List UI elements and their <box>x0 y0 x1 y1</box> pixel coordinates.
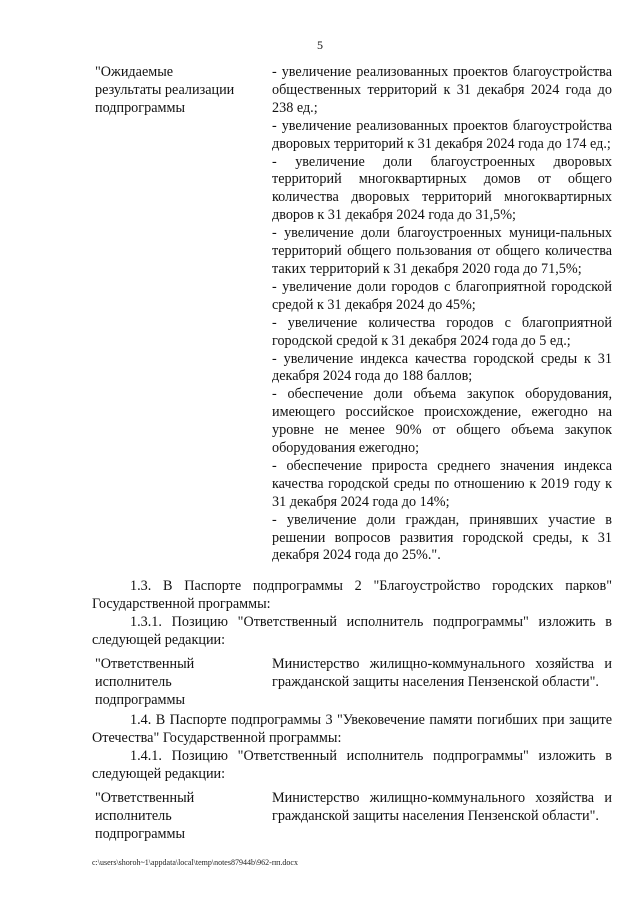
list-item: - увеличение доли граждан, принявших участие в решении вопросов развития городской среды, к 31 декабря 2024 года до 25%.". <box>272 511 612 564</box>
expected-results-list <box>272 64 612 565</box>
list-item: - увеличение доли благоустроенных муници-пальных территорий общего пользования от общего количества таких территорий к 31 декабря 2020 года до 71,5%; <box>272 225 612 277</box>
responsible-executor-value: Министерство жилищно-коммунального хозяйства и гражданской защиты населения Пензенской области". <box>272 790 612 824</box>
label-expected-results: "Ожидаемые результаты реализации подпрограммы <box>95 64 235 116</box>
list-item: - увеличение индекса качества городской среды к 31 декабря 2024 года до 188 баллов; <box>272 350 612 385</box>
paragraph-1-3: 1.3. В Паспорте подпрограммы 2 "Благоустройство городских парков" Государственной программы: <box>92 578 612 612</box>
paragraph-1-3-1: 1.3.1. Позицию "Ответственный исполнитель подпрограммы" изложить в следующей редакции: <box>92 614 612 648</box>
footer-file-path: c:\users\shoroh~1\appdata\local\temp\notes87944b\962-пп.docx <box>92 858 298 867</box>
page-number: 5 <box>317 38 323 52</box>
paragraph-1-4: 1.4. В Паспорте подпрограммы 3 "Увековечение памяти погибших при защите Отечества" Государственной программы: <box>92 712 612 746</box>
list-item: - увеличение реализованных проектов благоустройства общественных территорий к 31 декабря 2024 года до 238 ед.; <box>272 64 612 116</box>
paragraph-1-4-1: 1.4.1. Позицию "Ответственный исполнитель подпрограммы" изложить в следующей редакции: <box>92 748 612 782</box>
list-item: - увеличение реализованных проектов благоустройства дворовых территорий к 31 декабря 2024 года до 174 ед.; <box>272 117 612 152</box>
label-responsible-executor: "Ответственный исполнитель подпрограммы <box>95 656 195 708</box>
list-item: - обеспечение доли объема закупок оборудования, имеющего российское происхождение, ежегодно на уровне не менее 90% от общего объема закупок оборудования ежегодно; <box>272 386 612 457</box>
list-item: - увеличение доли благоустроенных дворовых территорий многоквартирных домов от общего количества дворовых территорий многоквартирных дворов к 31 декабря 2024 года до 31,5%; <box>272 153 612 224</box>
label-responsible-executor: "Ответственный исполнитель подпрограммы <box>95 790 195 842</box>
list-item: - увеличение доли городов с благоприятной городской средой к 31 декабря 2024 до 45%; <box>272 278 612 313</box>
list-item: - увеличение количества городов с благоприятной городской средой к 31 декабря 2024 года до 5 ед.; <box>272 314 612 349</box>
list-item: - обеспечение прироста среднего значения индекса качества городской среды по отношению к 2019 году к 31 декабря 2024 года до 14%; <box>272 457 612 510</box>
responsible-executor-value: Министерство жилищно-коммунального хозяйства и гражданской защиты населения Пензенской области". <box>272 656 612 690</box>
